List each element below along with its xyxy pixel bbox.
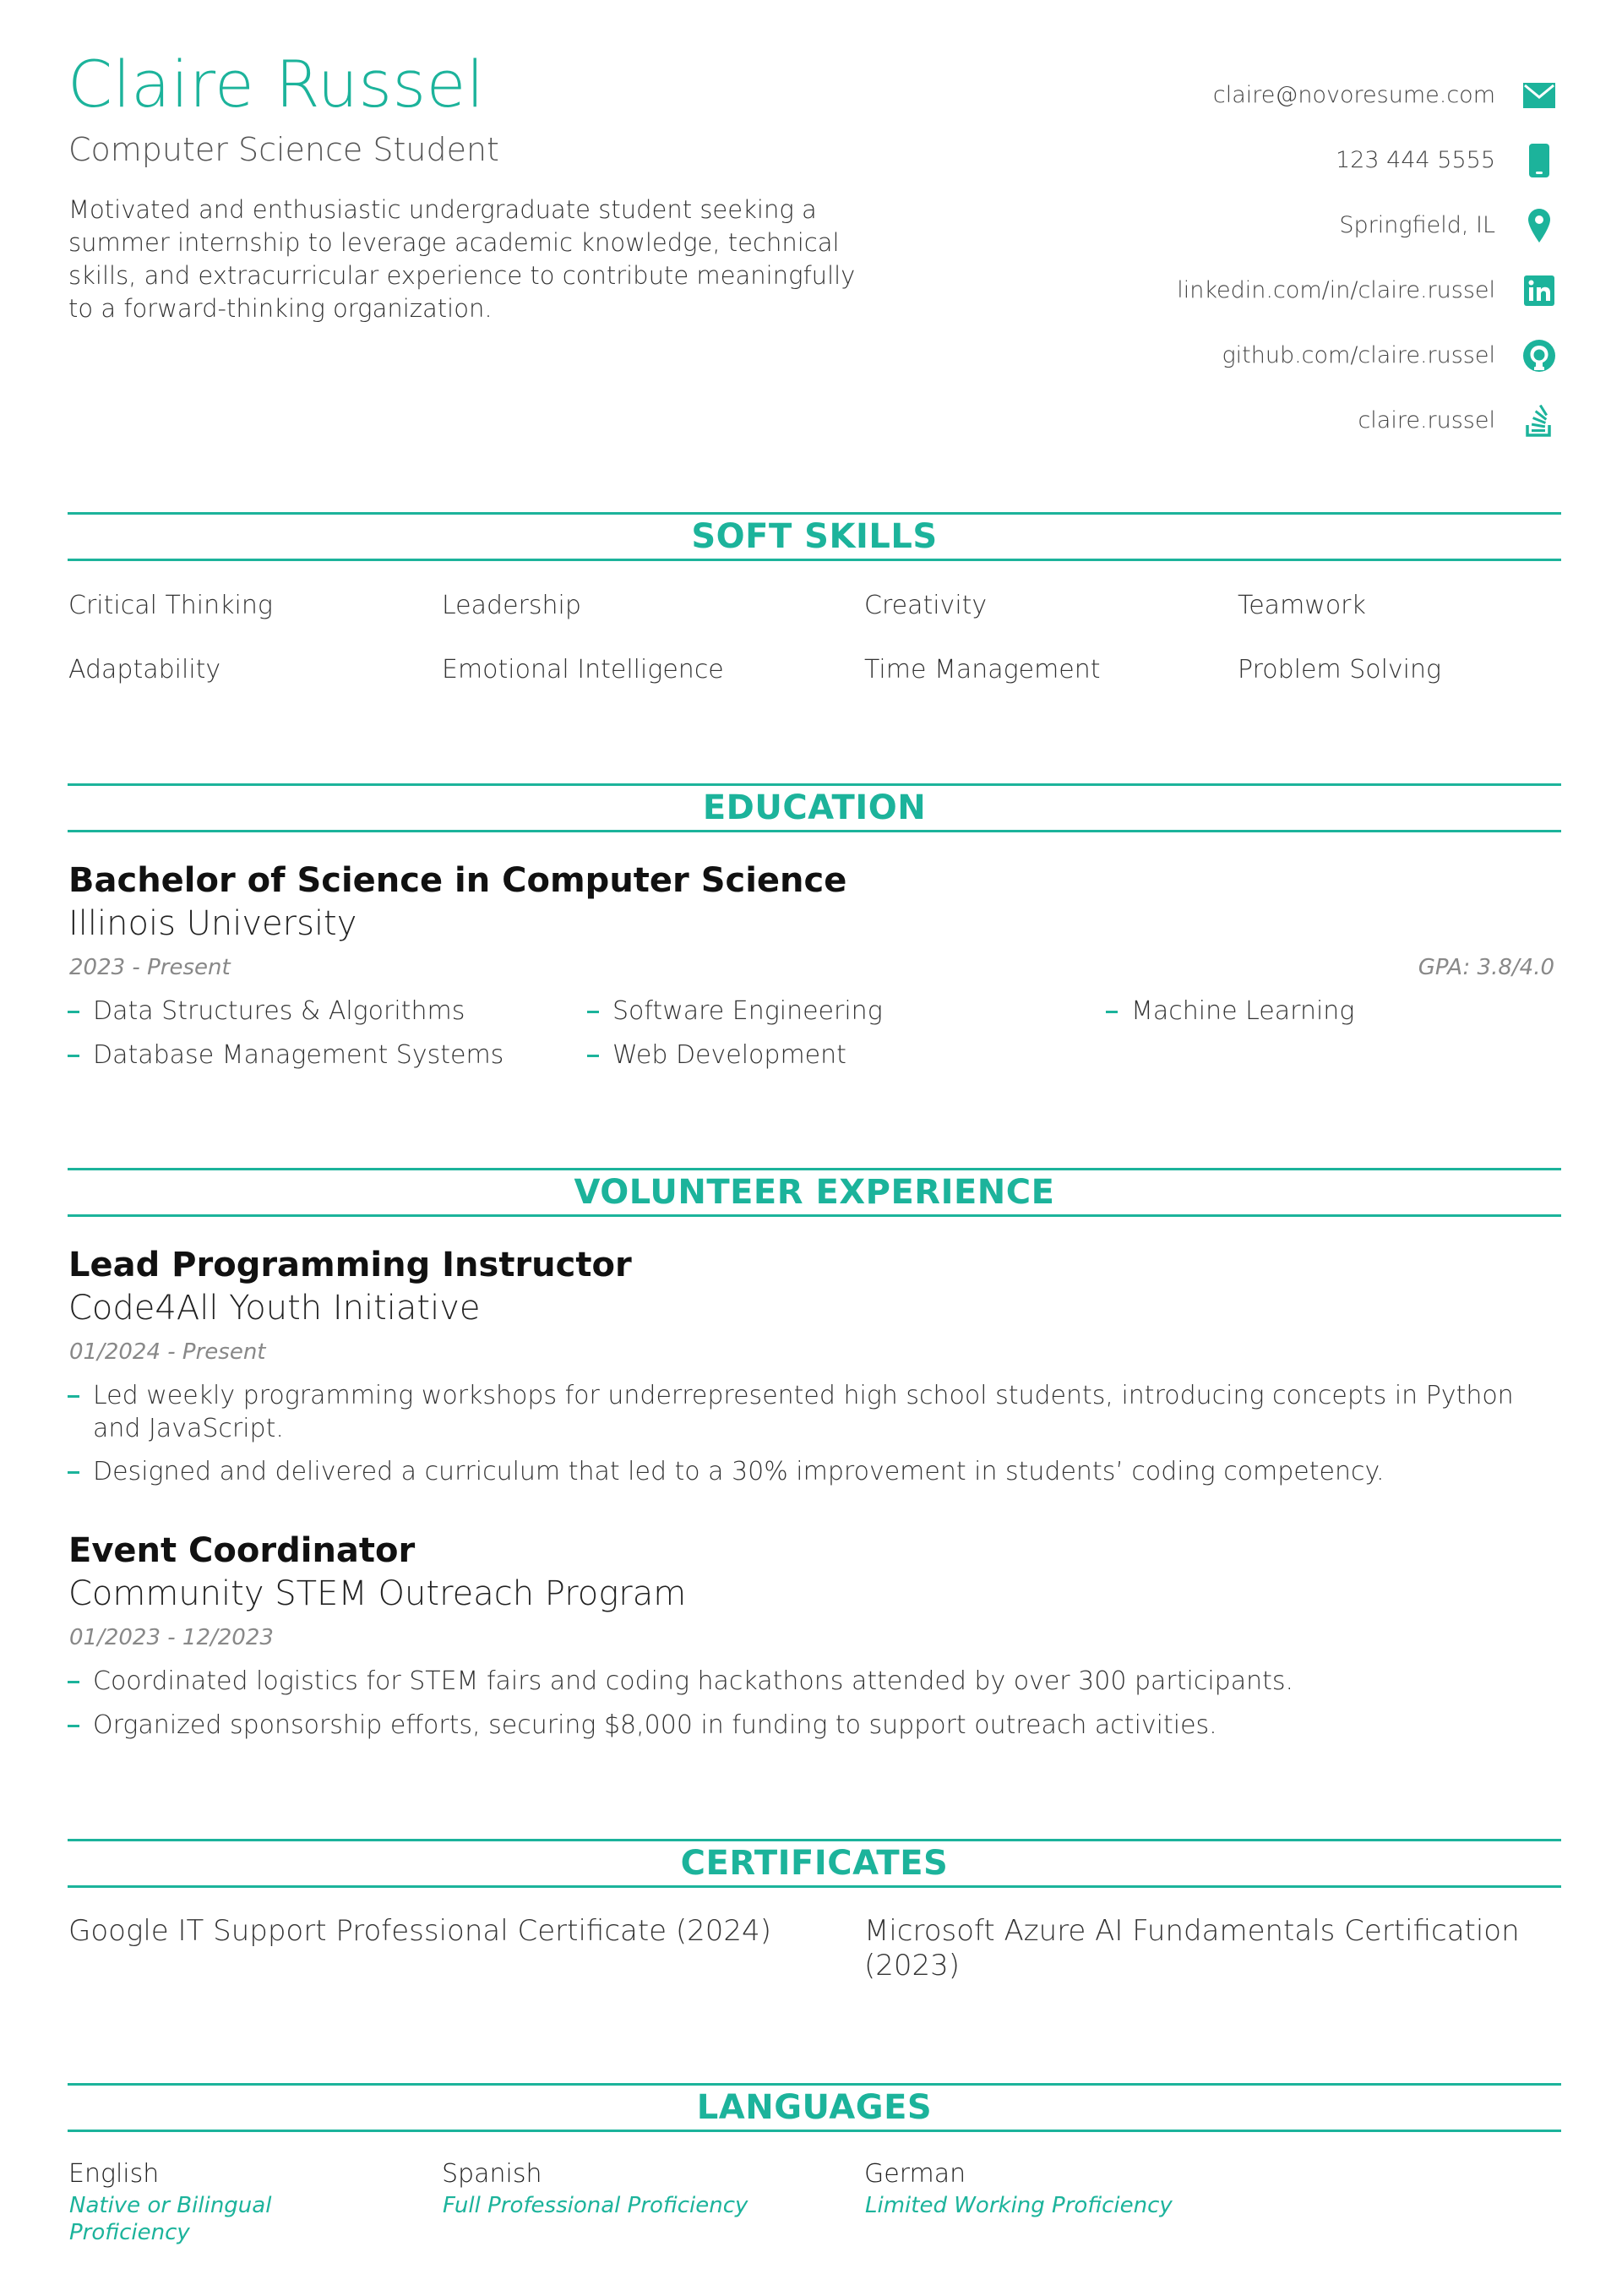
language-level: Limited Working Proficiency	[865, 2193, 1173, 2218]
section-heading-soft-skills	[68, 512, 1561, 561]
bullet-item: Designed and delivered a curriculum that led to a 30% improvement in students’ coding competency.	[93, 1455, 1546, 1488]
course-item: Software Engineering	[612, 996, 883, 1026]
skill-item: Critical Thinking	[68, 591, 273, 620]
organization-name: Community STEM Outreach Program	[68, 1574, 687, 1613]
role-title: Lead Programming Instructor	[68, 1246, 632, 1284]
bullet-item: Led weekly programming workshops for underrepresented high school students, introducing concepts in Python and JavaScript.	[93, 1379, 1546, 1445]
gpa: GPA: 3.8/4.0	[1418, 955, 1554, 980]
candidate-title: Computer Science Student	[68, 131, 499, 168]
language-level: Native or Bilingual Proficiency	[69, 2193, 272, 2245]
section-heading-education	[68, 783, 1561, 832]
language-name: English	[68, 2159, 160, 2189]
role-dates: 01/2024 - Present	[69, 1339, 266, 1365]
contact-location	[1049, 193, 1556, 258]
language-level: Full Professional Proficiency	[443, 2193, 748, 2218]
contact-email	[1049, 63, 1556, 128]
education-dates: 2023 - Present	[69, 955, 231, 980]
language-name: German	[864, 2159, 966, 2189]
section-heading-volunteer	[68, 1168, 1561, 1217]
section-heading-certificates	[68, 1839, 1561, 1888]
stackoverflow-text[interactable]: claire.russel	[1358, 407, 1495, 434]
stackoverflow-icon	[1522, 404, 1556, 438]
role-dates: 01/2023 - 12/2023	[69, 1625, 274, 1650]
skill-item: Creativity	[864, 591, 988, 620]
contact-phone	[1049, 128, 1556, 193]
skill-item: Teamwork	[1238, 591, 1366, 620]
section-title: SOFT SKILLS	[691, 517, 938, 556]
contact-github	[1049, 323, 1556, 388]
section-heading-languages	[68, 2083, 1561, 2132]
certificate-item: Google IT Support Professional Certificate (2024)	[68, 1914, 771, 1948]
certificate-item: Microsoft Azure AI Fundamentals Certification (2023)	[864, 1914, 1520, 1982]
course-item: Web Development	[612, 1040, 846, 1070]
language-name: Spanish	[442, 2159, 542, 2189]
skill-item: Emotional Intelligence	[442, 655, 724, 684]
section-title: CERTIFICATES	[680, 1844, 949, 1883]
location-text: Springfield, IL	[1339, 212, 1495, 238]
contact-stackoverflow	[1049, 388, 1556, 453]
section-title: VOLUNTEER EXPERIENCE	[574, 1173, 1055, 1212]
phone-text[interactable]: 123 444 5555	[1336, 147, 1495, 173]
phone-icon	[1522, 144, 1556, 177]
skill-item: Problem Solving	[1238, 655, 1442, 684]
organization-name: Code4All Youth Initiative	[68, 1289, 481, 1328]
section-title: LANGUAGES	[696, 2088, 933, 2127]
degree-title: Bachelor of Science in Computer Science	[68, 861, 847, 900]
summary: Motivated and enthusiastic undergraduate student seeking a summer internship to leverage academic knowledge, technical skills, and extracurricular experience to contribute meaningfully to a forward-thinking organization.	[68, 195, 856, 323]
section-title: EDUCATION	[702, 788, 927, 827]
github-icon	[1522, 339, 1556, 373]
candidate-name: Claire Russel	[68, 46, 485, 122]
school-name: Illinois University	[68, 904, 357, 943]
contact-list	[1049, 63, 1556, 453]
skill-item: Time Management	[864, 655, 1101, 684]
role-title: Event Coordinator	[68, 1531, 416, 1570]
linkedin-icon	[1522, 274, 1556, 308]
location-pin-icon	[1522, 209, 1556, 243]
envelope-icon	[1522, 79, 1556, 112]
email-text[interactable]: claire@novoresume.com	[1212, 82, 1495, 108]
linkedin-text[interactable]: linkedin.com/in/claire.russel	[1177, 277, 1495, 303]
course-item: Data Structures & Algorithms	[93, 996, 465, 1026]
bullet-item: Organized sponsorship efforts, securing $8,000 in funding to support outreach activities.	[93, 1709, 1546, 1742]
bullet-item: Coordinated logistics for STEM fairs and coding hackathons attended by over 300 participants.	[93, 1665, 1546, 1698]
skill-item: Adaptability	[68, 655, 221, 684]
contact-linkedin	[1049, 258, 1556, 323]
course-item: Machine Learning	[1131, 996, 1355, 1026]
course-item: Database Management Systems	[93, 1040, 504, 1070]
skill-item: Leadership	[442, 591, 581, 620]
github-text[interactable]: github.com/claire.russel	[1222, 342, 1495, 368]
